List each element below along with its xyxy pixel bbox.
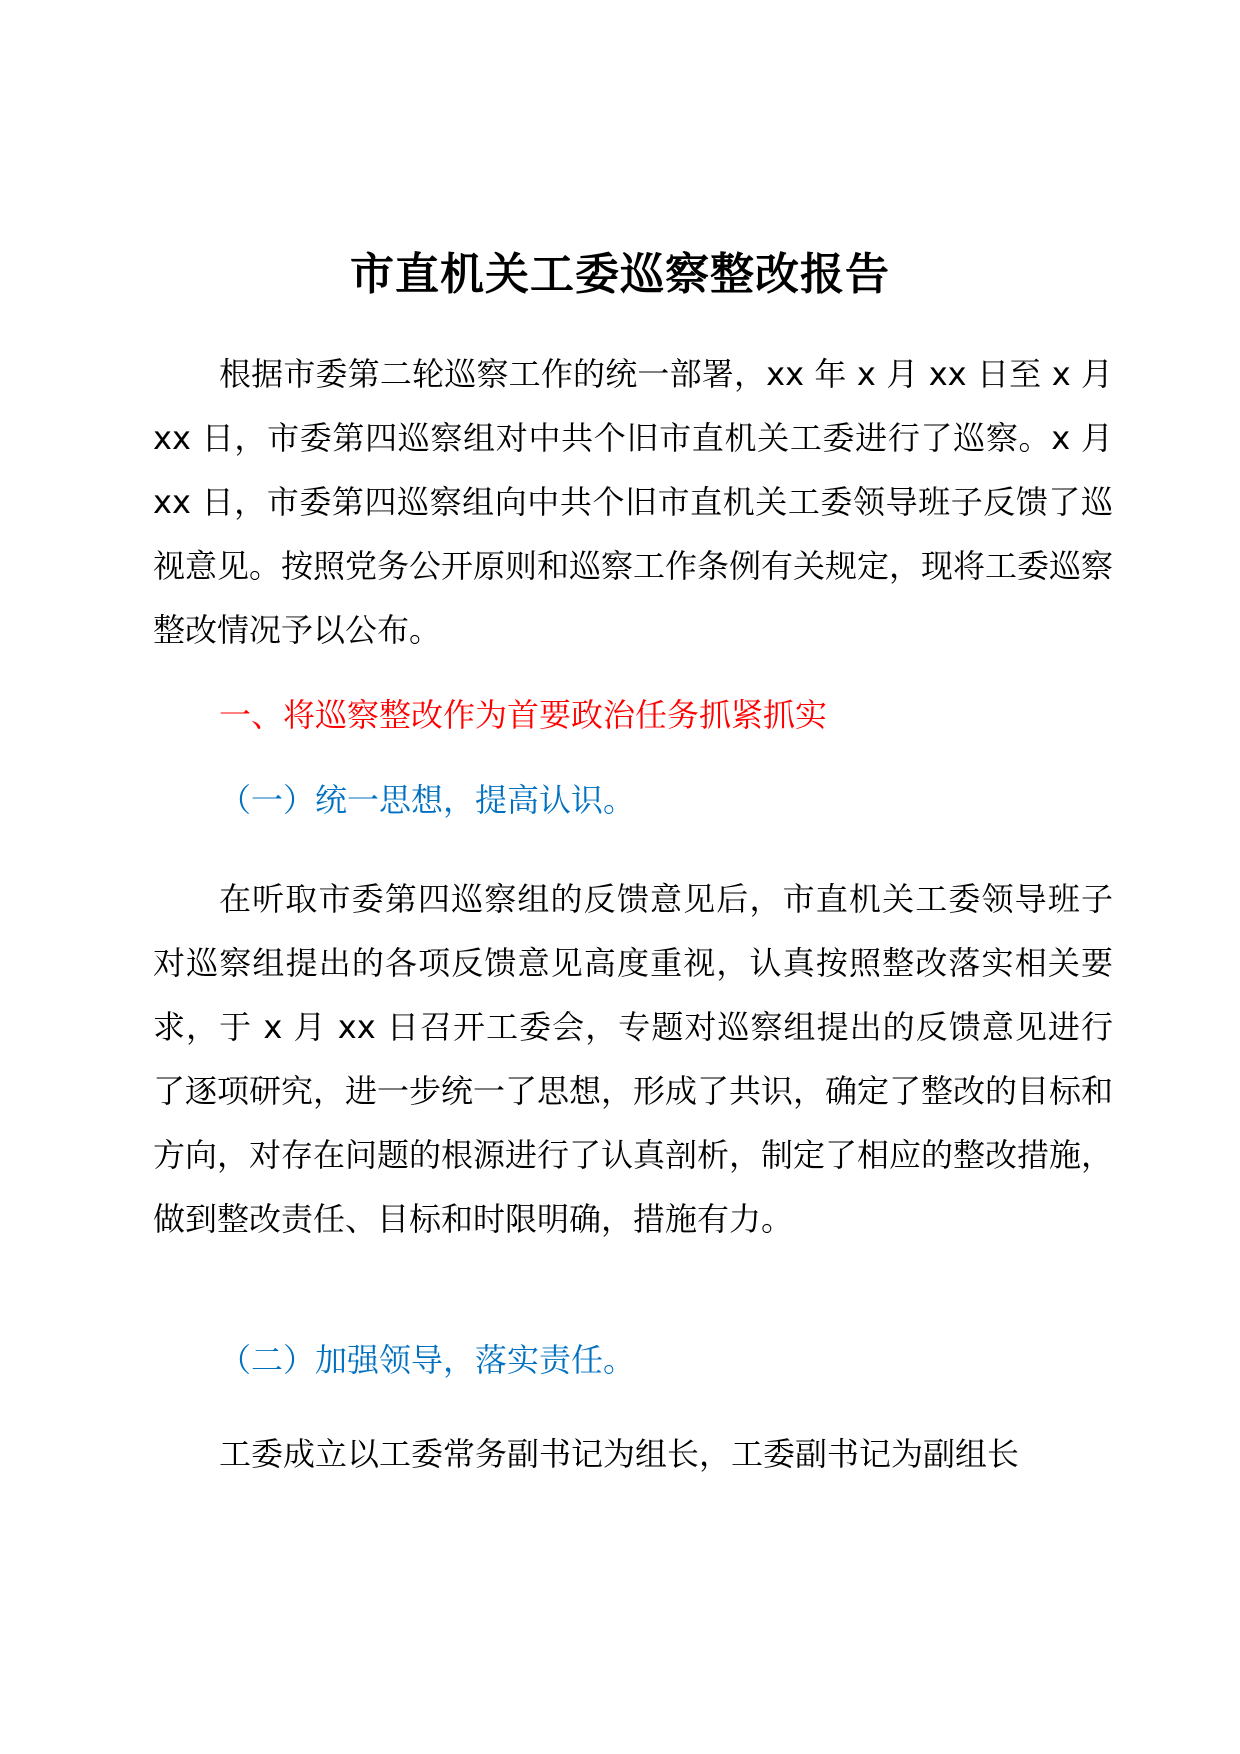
paragraph-subsection-2: 工委成立以工委常务副书记为组长，工委副书记为副组长: [219, 1435, 1020, 1473]
subsection-heading-1: （一）统一思想，提高认识。: [219, 781, 636, 819]
subsection-heading-2: （二）加强领导，落实责任。: [219, 1341, 636, 1379]
paragraph-subsection-1: 在听取市委第四巡察组的反馈意见后，市直机关工委领导班子对巡察组提出的各项反馈意见高度重视，认真按照整改落实相关要求，于 x 月 xx 日召开工委会，专题对巡察组提出的反馈意见进行了逐项研究，进一步统一了思想，形成了共识，确定了整改的目标和方向，对存在问题的根源进行了认真剖析，制定了相应的整改措施，做到整改责任、目标和时限明确，措施有力。: [153, 880, 1114, 1238]
document-title: 市直机关工委巡察整改报告: [350, 249, 890, 300]
section-heading-1: 一、将巡察整改作为首要政治任务抓紧抓实: [219, 696, 828, 734]
paragraph-intro: 根据市委第二轮巡察工作的统一部署，xx 年 x 月 xx 日至 x 月 xx 日，市委第四巡察组对中共个旧市直机关工委进行了巡察。x 月 xx 日，市委第四巡察组向中共个旧市直机关工委领导班子反馈了巡视意见。按照党务公开原则和巡察工作条例有关规定，现将工委巡察整改情况予以公布。: [153, 355, 1114, 649]
